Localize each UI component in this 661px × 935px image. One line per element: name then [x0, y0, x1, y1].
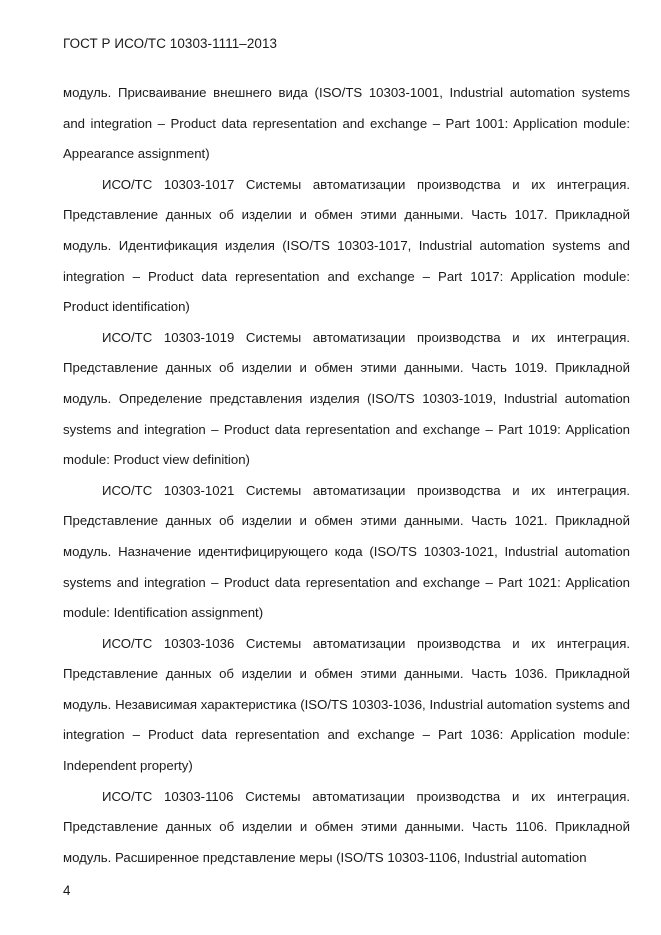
- paragraph: ИСО/ТС 10303-1106 Системы автоматизации производства и их интеграция. Представление данных об изделии и обмен этими данными. Часть 1106. Прикладной модуль. Расширенное представление меры (ISO/TS 10303-1106, Industrial automation: [63, 788, 630, 865]
- paragraph: ИСО/ТС 10303-1021 Системы автоматизации производства и их интеграция. Представление данных об изделии и обмен этими данными. Часть 1021. Прикладной модуль. Назначение идентифицирующего кода (ISO/TS 10303-1021, Industrial automation systems and integration – Product data representation and exchange – Part 1021: Application module: Identification assignment): [63, 482, 630, 621]
- document-body: [63, 78, 630, 873]
- page-number: 4: [63, 883, 71, 898]
- paragraph: ИСО/ТС 10303-1019 Системы автоматизации производства и их интеграция. Представление данных об изделии и обмен этими данными. Часть 1019. Прикладной модуль. Определение представления изделия (ISO/TS 10303-1019, Industrial automation systems and integration – Product data representation and exchange – Part 1019: Application module: Product view definition): [63, 329, 630, 468]
- document-header: ГОСТ Р ИСО/ТС 10303-1111–2013: [63, 36, 278, 51]
- paragraph: модуль. Присваивание внешнего вида (ISO/TS 10303-1001, Industrial automation systems and integration – Product data representation and exchange – Part 1001: Application module: Appearance assignment): [63, 85, 630, 162]
- paragraph: ИСО/ТС 10303-1036 Системы автоматизации производства и их интеграция. Представление данных об изделии и обмен этими данными. Часть 1036. Прикладной модуль. Независимая характеристика (ISO/TS 10303-1036, Industrial automation systems and integration – Product data representation and exchange – Part 1036: Application module: Independent property): [63, 635, 630, 774]
- paragraph: ИСО/ТС 10303-1017 Системы автоматизации производства и их интеграция. Представление данных об изделии и обмен этими данными. Часть 1017. Прикладной модуль. Идентификация изделия (ISO/TS 10303-1017, Industrial automation systems and integration – Product data representation and exchange – Part 1017: Application module: Product identification): [63, 176, 630, 315]
